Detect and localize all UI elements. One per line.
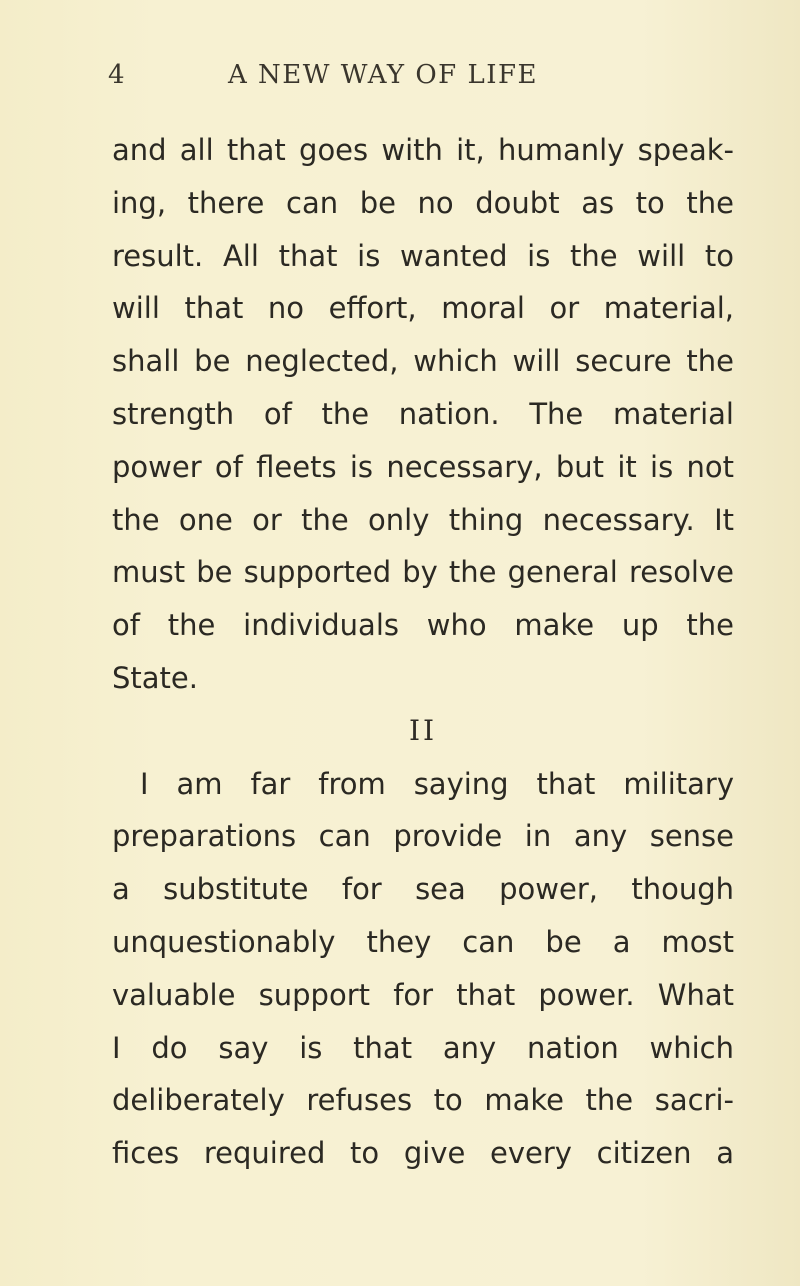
text-line: shall be neglected, which will secure the [112, 344, 734, 379]
text-line: ing, there can be no doubt as to the [112, 185, 734, 220]
text-line: the one or the only thing necessary. It [112, 502, 734, 537]
running-head [108, 60, 688, 100]
text-line: of the individuals who make up the [112, 608, 734, 643]
text-line: I am far from saying that military [140, 766, 734, 801]
text-line: fices required to give every citizen a [112, 1136, 734, 1171]
text-line: must be supported by the general resolve [112, 555, 734, 590]
text-line: valuable support for that power. What [112, 977, 734, 1012]
body-text [112, 124, 734, 1180]
text-line: unquestionably they can be a most [112, 924, 734, 959]
page-number: 4 [108, 60, 126, 90]
text-line: and all that goes with it, humanly speak- [112, 133, 734, 167]
section-number: II [408, 713, 438, 747]
text-line: a substitute for sea power, though [112, 872, 734, 907]
book-title-header: A NEW WAY OF LIFE [228, 60, 539, 90]
text-line: I do say is that any nation which [112, 1030, 734, 1065]
text-line: strength of the nation. The material [112, 396, 734, 431]
text-line: deliberately refuses to make the sacri- [112, 1083, 734, 1118]
text-line: power of fleets is necessary, but it is not [112, 449, 734, 484]
text-line: State. [112, 660, 198, 695]
text-line: result. All that is wanted is the will to [112, 238, 734, 273]
text-line: preparations can provide in any sense [112, 819, 734, 854]
text-line: will that no effort, moral or material, [112, 291, 734, 326]
